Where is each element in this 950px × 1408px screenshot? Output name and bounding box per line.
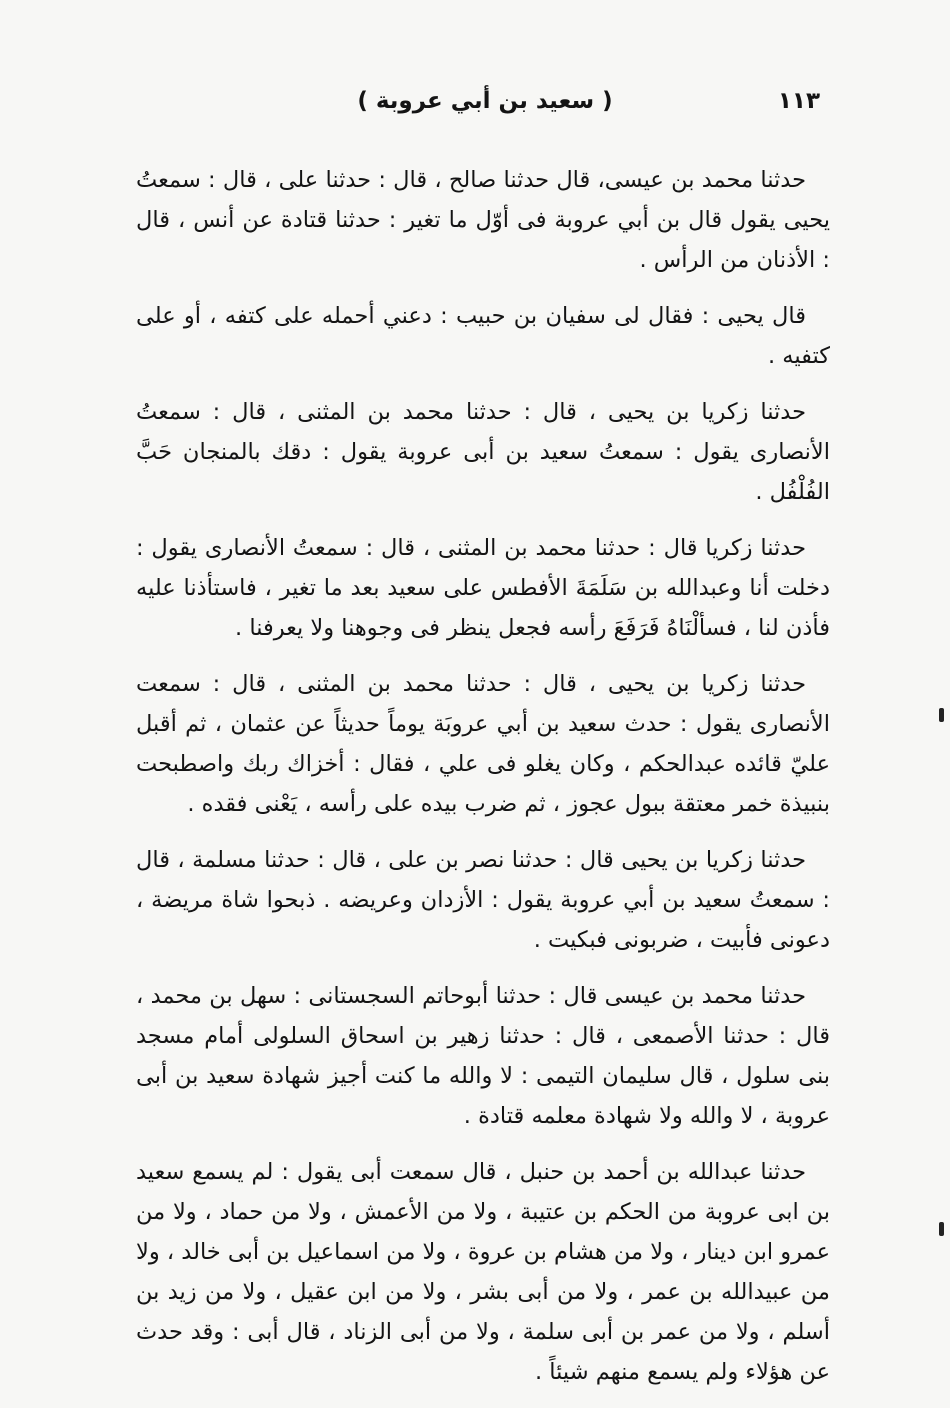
paragraph: حدثنا زكريا بن يحيى قال : حدثنا نصر بن على ، قال : حدثنا مسلمة ، قال : سمعتُ سعيد بن أبي عروبة يقول : الأزدان وعريضه . ذبحوا شاة مريضة ، دعونى فأبيت ، ضربونى فبكيت . — [136, 847, 830, 953]
paragraph: حدثنا عبدالله بن أحمد بن حنبل ، قال سمعت أبى يقول : لم يسمع سعيد بن ابى عروبة من الحكم بن عتيبة ، ولا من الأعمش ، ولا من حماد ، ولا من عمرو ابن دينار ، ولا من هشام بن عروة ، ولا من اسماعيل بن أبى خالد ، ولا من عبيدالله بن عمر ، ولا من أبى بشر ، ولا من ابن عقيل ، ولا من زيد بن أسلم ، ولا من عمر بن أبى سلمة ، ولا من أبى الزناد ، قال أبى : وقد حدث عن هؤلاء ولم يسمع منهم شيئاً . — [136, 1159, 830, 1385]
paragraph: حدثنا زكريا بن يحيى ، قال : حدثنا محمد بن المثنى ، قال : سمعتُ الأنصارى يقول : سمعتُ سعيد بن أبى عروبة يقول : دقك بالمنجان حَبَّ الفُلْفُل . — [136, 399, 830, 505]
paragraph: حدثنا محمد بن عيسى قال : حدثنا أبوحاتم السجستانى : سهل بن محمد ، قال : حدثنا الأصمعى ، قال : حدثنا زهير بن اسحاق السلولى أمام مسجد بنى سلول ، قال سليمان التيمى : لا والله ما كنت أجيز شهادة سعيد بن أبى عروبة ، لا والله ولا شهادة معلمه قتادة . — [136, 983, 830, 1129]
page-number: ١١٣ — [777, 88, 820, 114]
paragraph: حدثنا زكريا قال : حدثنا محمد بن المثنى ، قال : سمعتُ الأنصارى يقول : دخلت أنا وعبدالله بن سَلَمَةَ الأفطس على سعيد بعد ما تغير ، فاستأذنا عليه فأذن لنا ، فسألْنَاهُ فَرَفَعَ رأسه فجعل ينظر فى وجوهنا ولا يعرفنا . — [136, 535, 830, 641]
body-text — [136, 160, 830, 1408]
running-title: ( سعيد بن أبي عروبة ) — [357, 88, 613, 114]
paragraph: قال يحيى : فقال لى سفيان بن حبيب : دعني أحمله على كتفه ، أو على كتفيه . — [136, 303, 830, 369]
scan-edge-mark — [939, 708, 944, 722]
paragraph: حدثنا زكريا بن يحيى ، قال : حدثنا محمد بن المثنى ، قال : سمعت الأنصارى يقول : حدث سعيد بن أبي عروبَة يوماً حديثاً عن عثمان ، ثم أقبل عليّ قائده عبدالحكم ، وكان يغلو فى علي ، فقال : أخزاك ربك واصطبحت بنبيذة خمر معتقة ببول عجوز ، ثم ضرب بيده على رأسه ، يَعْنى فقده . — [136, 671, 830, 817]
paragraph: حدثنا محمد بن عيسى، قال حدثنا صالح ، قال : حدثنا على ، قال : سمعتُ يحيى يقول قال بن أبي عروبة فى أوّل ما تغير : حدثنا قتادة عن أنس ، قال : الأذنان من الرأس . — [136, 167, 830, 273]
page-header — [150, 88, 820, 128]
scan-edge-mark — [939, 1222, 944, 1236]
